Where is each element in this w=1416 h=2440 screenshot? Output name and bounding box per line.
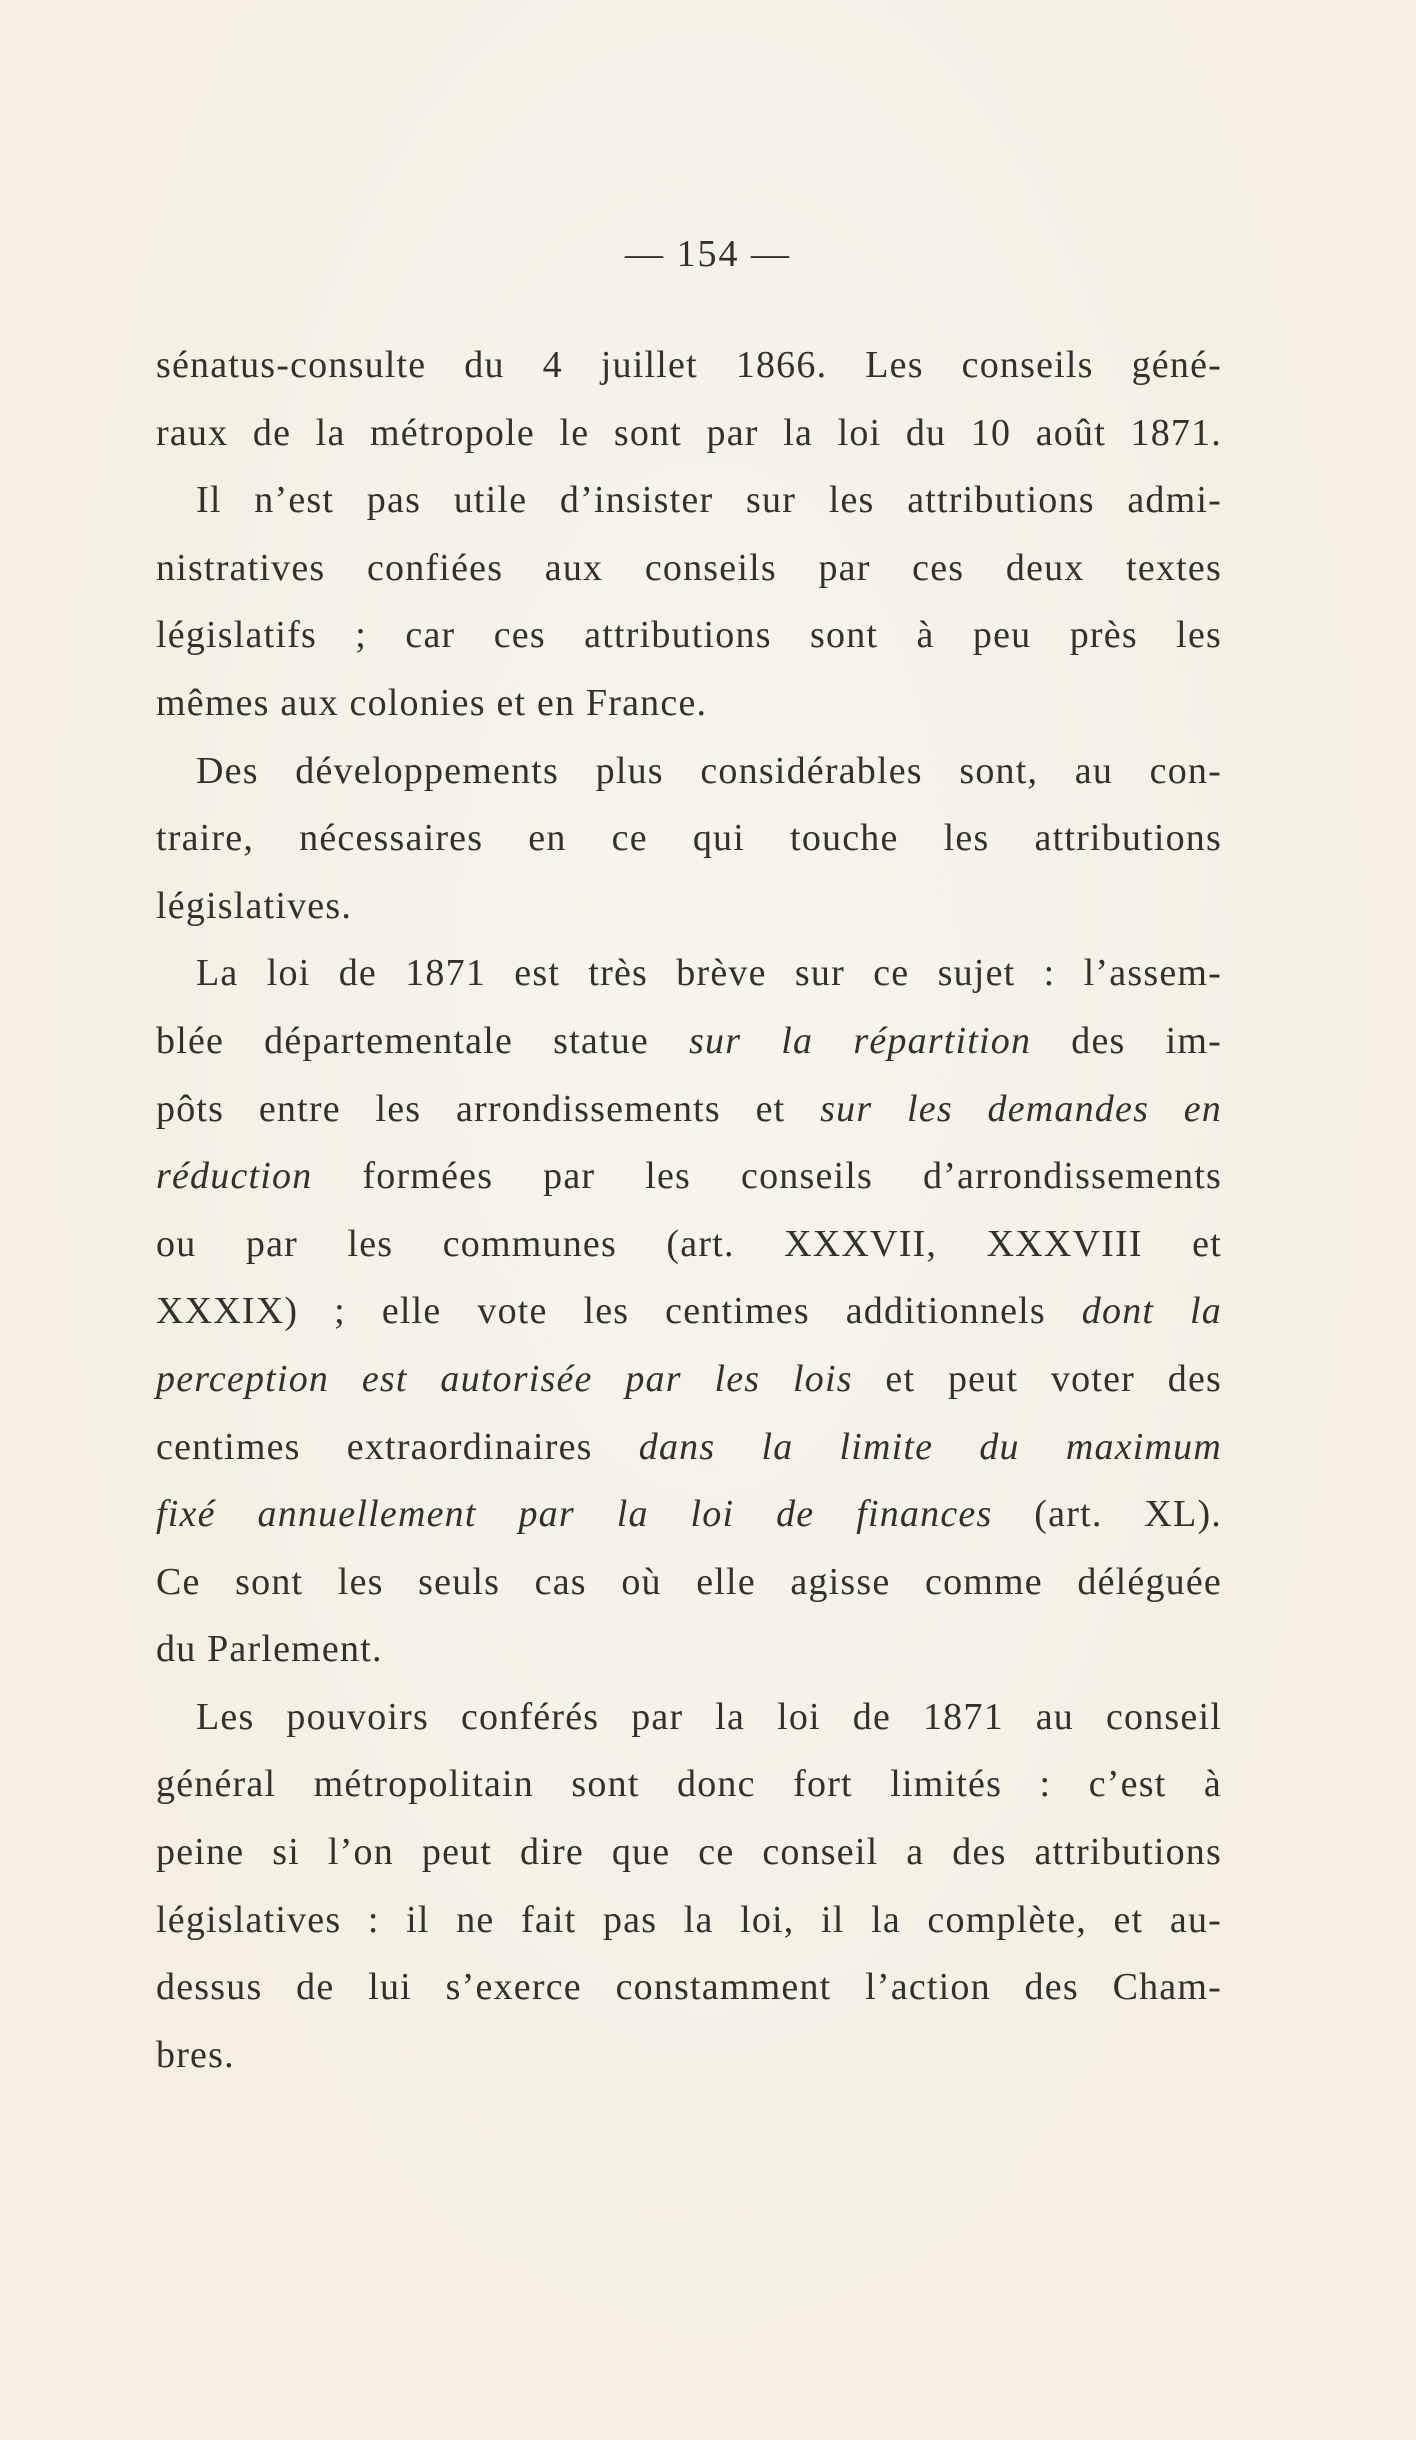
text-line: législatives. xyxy=(156,884,353,927)
text-line: Ce sont les seuls cas où elle agisse comme déléguée xyxy=(156,1560,1222,1603)
body-text xyxy=(156,332,1222,2089)
text-line: bres. xyxy=(156,2033,235,2076)
text-line: ou par les communes (art. XXXVII, XXXVIII et xyxy=(156,1222,1222,1265)
text-line xyxy=(156,1414,1222,1482)
text-segment: centimes extraordinaires xyxy=(156,1425,639,1468)
text-line xyxy=(156,1481,1222,1549)
text-line xyxy=(156,1076,1222,1144)
text-line: Les pouvoirs conférés par la loi de 1871 au conseil xyxy=(196,1695,1222,1738)
italic-phrase: dont la xyxy=(1081,1290,1223,1333)
text-segment: pôts entre les arrondissements et xyxy=(156,1087,821,1130)
italic-phrase: réduction xyxy=(156,1155,313,1198)
text-segment: blée départementale statue xyxy=(156,1019,690,1062)
text-segment: formées par les conseils d’arrondissements xyxy=(312,1155,1222,1198)
text-line: général métropolitain sont donc fort limités : c’est à xyxy=(156,1763,1222,1806)
text-line xyxy=(156,1278,1222,1346)
text-line xyxy=(156,1008,1222,1076)
text-line xyxy=(156,1143,1222,1211)
text-line xyxy=(156,1346,1222,1414)
text-segment: XXXIX) ; elle vote les centimes additionnels xyxy=(156,1290,1082,1333)
text-line: Il n’est pas utile d’insister sur les attributions admi- xyxy=(196,479,1222,522)
italic-phrase: perception est autorisée par les lois xyxy=(156,1357,853,1400)
text-line: sénatus-consulte du 4 juillet 1866. Les conseils géné- xyxy=(156,344,1222,386)
text-segment: (art. XL). xyxy=(992,1493,1222,1536)
text-line: nistratives confiées aux conseils par ces deux textes xyxy=(156,546,1222,589)
italic-phrase: dans la limite du maximum xyxy=(638,1425,1223,1468)
italic-phrase: sur les demandes en xyxy=(820,1087,1223,1130)
page-number: — 154 — xyxy=(625,233,791,275)
text-line: du Parlement. xyxy=(156,1628,383,1671)
text-line: dessus de lui s’exerce constamment l’action des Cham- xyxy=(156,1966,1222,2009)
text-line: raux de la métropole le sont par la loi du 10 août 1871. xyxy=(156,411,1222,454)
italic-phrase: sur la répartition xyxy=(689,1019,1032,1062)
text-segment: des im- xyxy=(1031,1019,1222,1062)
text-line: mêmes aux colonies et en France. xyxy=(156,681,708,724)
text-segment: et peut voter des xyxy=(852,1357,1222,1400)
text-line: Des développements plus considérables sont, au con- xyxy=(196,749,1222,792)
text-line: législatifs ; car ces attributions sont à peu près les xyxy=(156,614,1222,657)
text-line: traire, nécessaires en ce qui touche les attributions xyxy=(156,817,1222,860)
italic-phrase: fixé annuellement par la loi de finances xyxy=(156,1493,993,1536)
text-line: peine si l’on peut dire que ce conseil a des attributions xyxy=(156,1831,1222,1874)
text-line: législatives : il ne fait pas la loi, il la complète, et au- xyxy=(156,1898,1222,1941)
text-line: La loi de 1871 est très brève sur ce sujet : l’assem- xyxy=(196,952,1222,995)
